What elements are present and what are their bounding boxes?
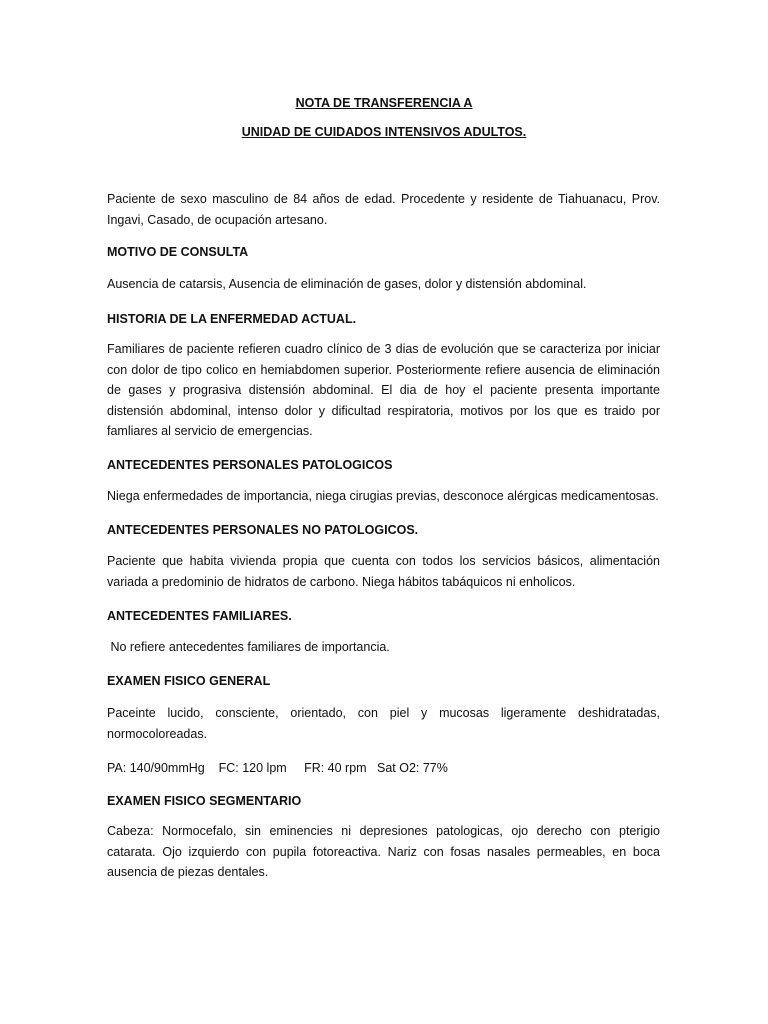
examen-fisico-general-heading: EXAMEN FISICO GENERAL (107, 674, 271, 688)
antecedentes-patologicos-heading: ANTECEDENTES PERSONALES PATOLOGICOS (107, 458, 393, 472)
antecedentes-patologicos-text: Niega enfermedades de importancia, niega cirugias previas, desconoce alérgicas medicamentosas. (107, 489, 659, 503)
vital-signs-line: PA: 140/90mmHg FC: 120 lpm FR: 40 rpm Sat O2: 77% (107, 761, 448, 775)
examen-fisico-segmentario-heading: EXAMEN FISICO SEGMENTARIO (107, 794, 302, 808)
cabeza-text: Normocefalo, sin eminencies ni depresiones patologicas, ojo derecho con pterigio catarata. Ojo izquierdo con pupila fotoreactiva. Nariz con fosas nasales permeables, en boca ausencia de piezas dentales. (107, 824, 660, 880)
antecedentes-no-patologicos-text: Paciente que habita vivienda propia que cuenta con todos los servicios básicos, alimentación variada a predominio de hidratos de carbono. Niega hábitos tabáquicos ni enholicos. (107, 554, 660, 589)
antecedentes-familiares-text: No refiere antecedentes familiares de importancia. (107, 640, 390, 654)
cabeza-paragraph (107, 821, 660, 883)
cabeza-label: Cabeza: (107, 824, 154, 838)
patient-intro-paragraph: Paciente de sexo masculino de 84 años de edad. Procedente y residente de Tiahuanacu, Prov. Ingavi, Casado, de ocupación artesano. (107, 192, 660, 227)
historia-enfermedad-text: Familiares de paciente refieren cuadro clínico de 3 dias de evolución que se caracteriza por iniciar con dolor de tipo colico en hemiabdomen superior. Posteriormente refiere ausencia de eliminación de gases y prograsiva distensión abdominal. El dia de hoy el paciente presenta importante distensión abdominal, intenso dolor y dificultad respiratoria, motivos por los que es traido por famliares al servicio de emergencias. (107, 342, 660, 439)
motivo-consulta-heading: MOTIVO DE CONSULTA (107, 245, 249, 259)
document-title-line-1: NOTA DE TRANSFERENCIA A (295, 96, 473, 110)
historia-enfermedad-heading: HISTORIA DE LA ENFERMEDAD ACTUAL. (107, 312, 357, 326)
antecedentes-familiares-heading: ANTECEDENTES FAMILIARES. (107, 609, 292, 623)
antecedentes-no-patologicos-heading: ANTECEDENTES PERSONALES NO PATOLOGICOS. (107, 523, 419, 537)
motivo-consulta-text: Ausencia de catarsis, Ausencia de eliminación de gases, dolor y distensión abdominal. (107, 277, 587, 291)
document-title-line-2: UNIDAD DE CUIDADOS INTENSIVOS ADULTOS. (241, 125, 527, 139)
examen-fisico-general-text: Paceinte lucido, consciente, orientado, con piel y mucosas ligeramente deshidratadas, normocoloreadas. (107, 706, 660, 741)
